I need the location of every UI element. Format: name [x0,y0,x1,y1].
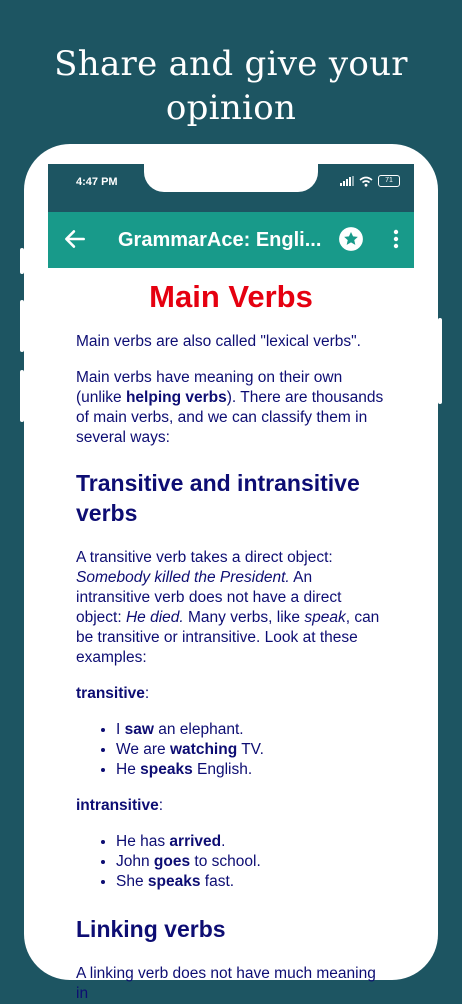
status-icons [340,175,400,187]
promo-title [0,42,462,130]
intransitive-example-italic: He died. [125,609,184,626]
star-circle-icon[interactable] [338,226,364,252]
list-item [116,832,386,852]
wifi-icon [359,176,373,187]
example-post: . [221,833,226,850]
example-post: English. [192,761,253,778]
promo-title-line-1: Share and give your [54,44,408,84]
camera-notch [144,164,318,192]
example-pre: I [116,721,125,738]
transitive-examples-list [76,720,386,780]
example-verb: speaks [147,873,201,890]
example-verb: saw [124,721,154,738]
meaning-text-c: ). There are thousands of main verbs, and we can classify them in several ways: [76,389,384,446]
list-item [116,760,386,780]
example-pre: She [116,873,148,890]
transitive-text-a: A transitive verb takes a direct object: [76,549,333,566]
app-title: GrammarAce: Engli... [118,229,322,251]
intransitive-label-text: intransitive [76,797,159,814]
intransitive-label: intransitive: [76,797,164,814]
intro-paragraph: Main verbs are also called "lexical verbs". [76,333,361,350]
list-item [116,740,386,760]
transitive-paragraph [76,548,386,668]
helping-verbs-link-text: helping verbs [125,389,227,406]
more-vertical-icon[interactable] [384,226,408,252]
transitive-text-g: , can be transitive or intransitive. Look at these examples: [76,609,380,666]
example-verb: speaks [140,761,193,778]
example-verb: arrived [169,833,222,850]
app-bar [48,212,414,268]
example-post: TV. [237,741,264,758]
phone-screen [48,164,414,1002]
linking-paragraph: A linking verb does not have much meaning in [76,965,376,1002]
phone-side-button-right [438,318,442,404]
meaning-text-a: Main verbs have meaning on their own (unlike [76,369,343,406]
article-content[interactable] [48,268,414,1002]
example-post: an elephant. [153,721,244,738]
example-pre: John [116,853,154,870]
example-post: fast. [200,873,235,890]
transitive-label-text: transitive [76,685,145,702]
example-verb: watching [170,741,238,758]
example-post: to school. [190,853,261,870]
status-time: 4:47 PM [76,176,118,188]
meaning-paragraph [76,368,386,448]
transitive-text-c: An intransitive verb does not have a direct object: [76,569,342,626]
list-item [116,852,386,872]
speak-italic: speak [304,609,346,626]
transitive-label: transitive: [76,685,150,702]
section-heading-linking: Linking verbs [76,916,226,942]
transitive-text-e: Many verbs, like [183,609,305,626]
promo-title-line-2: opinion [165,88,297,128]
intransitive-examples-list [76,832,386,892]
list-item [116,872,386,892]
list-item [116,720,386,740]
status-bar [48,164,414,212]
signal-icon [340,176,354,186]
example-pre: He [116,761,141,778]
example-pre: We are [116,741,170,758]
example-pre: He has [116,833,170,850]
phone-frame [24,144,438,1002]
article-title: Main Verbs [149,279,313,314]
section-heading-transitive: Transitive and intransitive verbs [76,470,360,526]
battery-icon: 71 [378,175,400,187]
transitive-example-italic: Somebody killed the President. [76,569,290,586]
arrow-left-icon[interactable] [62,226,88,252]
example-verb: goes [153,853,191,870]
